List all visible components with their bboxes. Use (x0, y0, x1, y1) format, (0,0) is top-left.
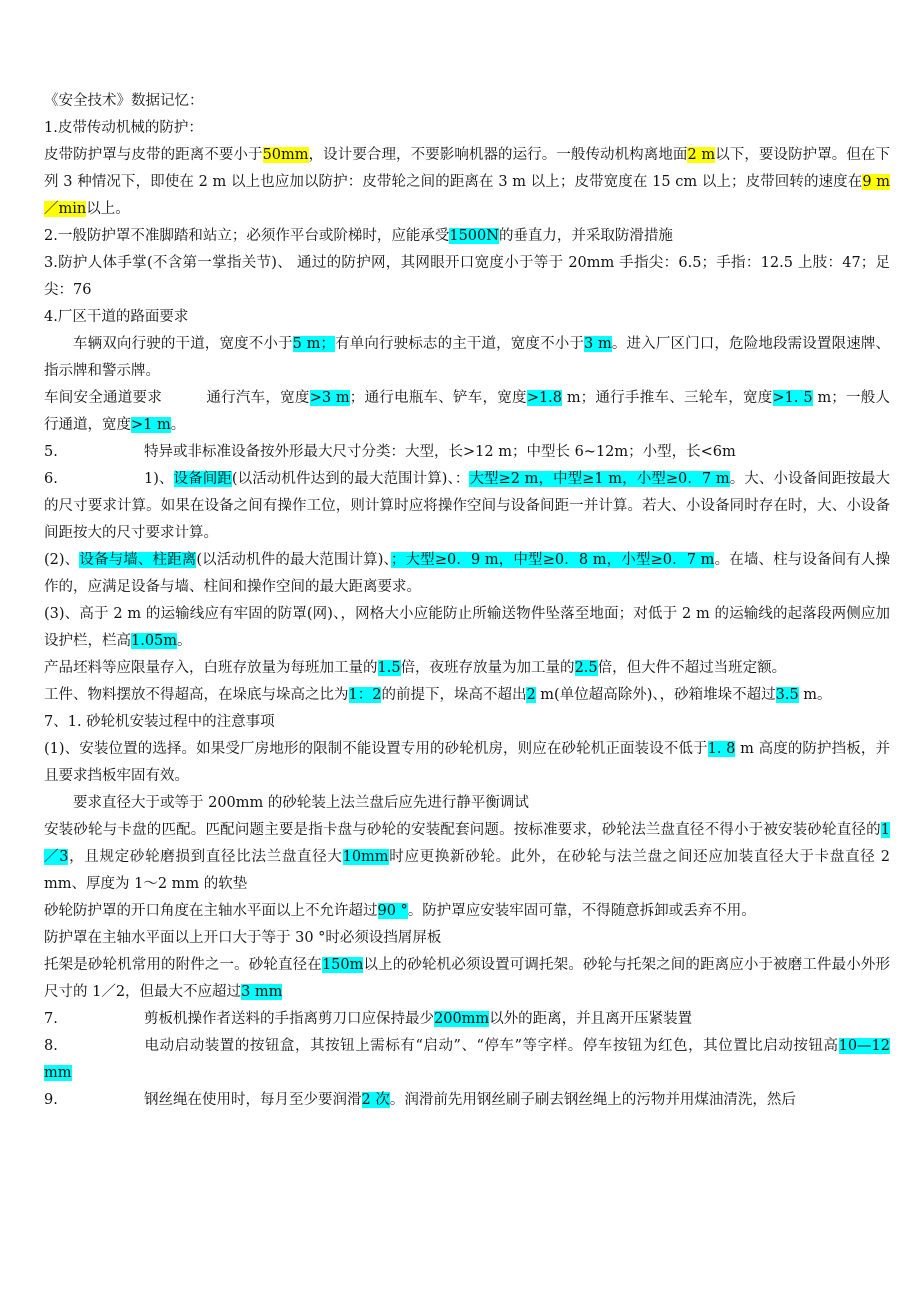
section-10-text: 9. 钢丝绳在使用时，每月至少要润滑2 次。润滑前先用钢丝刷子刷去钢丝绳上的污物并用煤油清洗，然后 (44, 1092, 796, 1108)
highlight: 1：2 (348, 687, 382, 703)
section-6-part-3: (3)、高于 2 m 的运输线应有牢固的防罩(网)、，网格大小应能防止所输送物件坠落至地面；对低于 2 m 的运输线的起落段两侧应加设护栏，栏高1.05m。 (44, 606, 890, 649)
highlight: 150m (321, 957, 364, 973)
section-7-chip-shield: 防护罩在主轴水平面以上开口大于等于 30 °时必须设挡屑屏板 (44, 930, 442, 946)
highlight: 5 m； (292, 336, 335, 352)
highlight: >1. 5 (772, 390, 813, 406)
section-1-text: 皮带防护罩与皮带的距离不要小于50mm，设计要合理，不要影响机器的运行。一般传动机构离地面2 m以下，要设防护罩。但在下列 3 种情况下，即使在 2 m 以上也应加以防护：皮带轮之间的距离在 3 m 以上；皮带宽度在 15 cm 以上；皮带回转的速度在9 m／min以上。 (44, 147, 891, 217)
highlight: 10mm (342, 849, 389, 865)
section-7-balance: 要求直径大于或等于 200mm 的砂轮装上法兰盘后应先进行静平衡调试 (73, 795, 529, 811)
highlight: 50mm (262, 147, 309, 163)
highlight: 10—12 mm (44, 1038, 890, 1081)
section-3-text: 3.防护人体手掌(不含第一掌指关节)、 通过的防护网，其网眼开口宽度小于等于 20mm 手指尖：6.5；手指：12.5 上肢：47；足尖：76 (44, 255, 890, 298)
section-8-text: 7. 剪板机操作者送料的手指离剪刀口应保持最少200mm以外的距离，并且离开压紧装置 (44, 1011, 693, 1027)
highlight: 1.5 (377, 660, 401, 676)
highlight: 90 ° (377, 903, 408, 919)
highlight: >3 m (309, 390, 350, 406)
highlight: 2 (526, 687, 536, 703)
highlight: 大型≥2 m，中型≥1 m，小型≥0．7 m (469, 471, 730, 487)
highlight: 3 m (584, 336, 612, 352)
highlight: 2.5 (574, 660, 598, 676)
highlight: >1 m (131, 417, 171, 433)
highlight: 设备间距 (173, 471, 232, 487)
highlight: 3.5 (775, 687, 799, 703)
section-6-part-2: (2)、设备与墙、柱距离(以活动机件的最大范围计算)、；大型≥0．9 m，中型≥0．8 m，小型≥0．7 m。在墙、柱与设备间有人操作的，应满足设备与墙、柱间和操作空间的最大距离要求。 (44, 552, 891, 595)
highlight: 3 mm (241, 984, 283, 1000)
highlight: 2 次 (361, 1092, 390, 1108)
section-7-rest: 托架是砂轮机常用的附件之一。砂轮直径在150m以上的砂轮机必须设置可调托架。砂轮与托架之间的距离应小于被磨工件最小外形尺寸的 1／2，但最大不应超过3 mm (44, 957, 891, 1000)
section-4-passage-text: 车间安全通道要求 通行汽车，宽度>3 m；通行电瓶车、铲车，宽度>1.8 m；通行手推车、三轮车，宽度>1. 5 m；一般人行通道，宽度>1 m。 (44, 390, 891, 433)
section-7-heading: 7、1. 砂轮机安装过程中的注意事项 (44, 714, 275, 730)
section-6-stacking: 工件、物料摆放不得超高，在垛底与垛高之比为1：2的前提下，垛高不超出2 m(单位超高除外)、，砂箱堆垛不超过3.5 m。 (44, 687, 832, 703)
highlight: 1. 8 (707, 741, 736, 757)
highlight: 9 m／min (44, 174, 890, 217)
highlight: 1500N (449, 228, 499, 244)
section-1-heading: 1.皮带传动机械的防护： (44, 120, 203, 136)
section-7-flange: 安装砂轮与卡盘的匹配。匹配问题主要是指卡盘与砂轮的安装配套问题。按标准要求，砂轮法兰盘直径不得小于被安装砂轮直径的1／3，且规定砂轮磨损到直径比法兰盘直径大10mm时应更换新砂轮。此外，在砂轮与法兰盘之间还应加装直径大于卡盘直径 2 mm、厚度为 1～2 mm 的软垫 (44, 822, 890, 892)
highlight: 1／3 (44, 822, 890, 865)
document-title: 《安全技术》数据记忆： (44, 93, 204, 109)
section-2-text: 2.一般防护罩不准脚踏和站立；必须作平台或阶梯时，应能承受1500N的垂直力，并采取防滑措施 (44, 228, 673, 244)
section-4-text: 车辆双向行驶的干道，宽度不小于5 m；有单向行驶标志的主干道，宽度不小于3 m。进入厂区门口，危险地段需设置限速牌、指示牌和警示牌。 (44, 336, 890, 379)
highlight: 2 m (687, 147, 716, 163)
highlight: >1.8 (526, 390, 563, 406)
section-5-text: 5. 特异或非标准设备按外形最大尺寸分类：大型，长>12 m；中型长 6~12m；小型，长<6m (44, 444, 736, 460)
section-7-guard-angle: 砂轮防护罩的开口角度在主轴水平面以上不允许超过90 °。防护罩应安装牢固可靠，不得随意拆卸或丢弃不用。 (44, 903, 756, 919)
document-body (44, 88, 890, 1114)
section-7-part-1: (1)、安装位置的选择。如果受厂房地形的限制不能设置专用的砂轮机房，则应在砂轮机正面装设不低于1. 8 m 高度的防护挡板，并且要求挡板牢固有效。 (44, 741, 891, 784)
highlight: 1.05m (131, 633, 178, 649)
highlight: 200mm (434, 1011, 490, 1027)
section-6-text: 6. 1)、设备间距(以活动机件达到的最大范围计算)、：大型≥2 m，中型≥1 m，小型≥0．7 m。大、小设备间距按最大的尺寸要求计算。如果在设备之间有操作工位，则计算时应将操作空间与设备间距一并计算。若大、小设备同时存在时，大、小设备间距按大的尺寸要求计算。 (44, 471, 891, 541)
highlight: 设备与墙、柱距离 (79, 552, 197, 568)
highlight: ；大型≥0．9 m，中型≥0．8 m，小型≥0．7 m (390, 552, 715, 568)
section-6-storage: 产品坯料等应限量存入，白班存放量为每班加工量的1.5倍，夜班存放量为加工量的2.5倍，但大件不超过当班定额。 (44, 660, 787, 676)
section-9-text: 8. 电动启动装置的按钮盒，其按钮上需标有“启动”、“停车”等字样。停车按钮为红色，其位置比启动按钮高10—12 mm (44, 1038, 890, 1081)
section-4-heading: 4.厂区干道的路面要求 (44, 309, 189, 325)
